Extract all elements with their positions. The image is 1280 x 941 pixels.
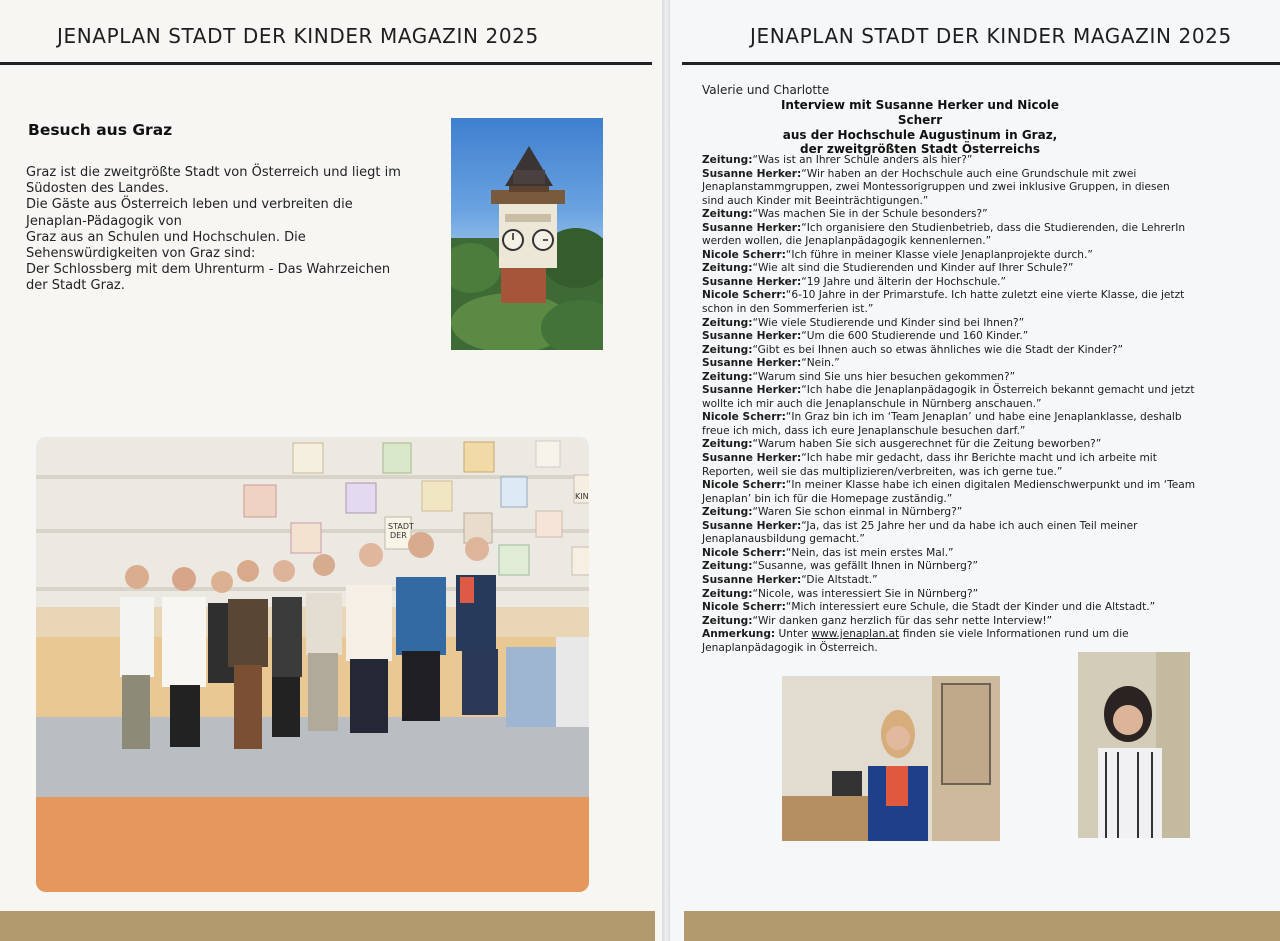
speaker-label: Susanne Herker: [702, 573, 802, 586]
interview-text: “In Graz bin ich im ‘Team Jenaplan’ und habe eine Jenaplanklasse, deshalb [785, 411, 1182, 424]
body-line: Die Gäste aus Österreich leben und verbreiten die [26, 197, 353, 213]
speaker-label: Zeitung: [702, 560, 753, 573]
interview-text: “Wir danken ganz herzlich für das sehr nette Interview!” [752, 614, 1053, 627]
interview-line [702, 588, 1238, 602]
interview-line [702, 235, 1238, 249]
title-line: der zweitgrößten Stadt Österreichs [800, 142, 1040, 157]
title-line: Interview mit Susanne Herker und Nicole Scherr [780, 98, 1060, 127]
speaker-label: Zeitung: [702, 614, 753, 627]
interview-line [702, 547, 1238, 561]
interview-text: “Warum sind Sie uns hier besuchen gekommen?” [752, 370, 1016, 383]
speaker-label: Susanne Herker: [702, 519, 802, 532]
interview-line [702, 398, 1238, 412]
interview-line [702, 181, 1238, 195]
interview-line [702, 384, 1238, 398]
interview-line [702, 208, 1238, 222]
interview-text: “Gibt es bei Ihnen auch so etwas ähnliches wie die Stadt der Kinder?” [752, 343, 1123, 356]
speaker-label: Zeitung: [702, 506, 753, 519]
interview-text: Reporten, weil sie das multiplizieren/verbreiten, was ich gerne tue.” [702, 465, 1063, 478]
interview-text: werden wollen, die Jenaplanpädagogik kennenlernen.” [702, 235, 992, 248]
interview-text: “Was machen Sie in der Schule besonders?” [752, 208, 988, 221]
speaker-label: Zeitung: [702, 438, 753, 451]
magazine-header: JENAPLAN STADT DER KINDER MAGAZIN 2025 [750, 24, 1232, 48]
speaker-label: Zeitung: [702, 343, 753, 356]
group-photo [36, 437, 589, 892]
header-rule [682, 62, 1280, 65]
interview-line [702, 195, 1238, 209]
poster-text: STADT [388, 522, 414, 531]
interview-line [702, 438, 1238, 452]
note-text: Unter [775, 628, 812, 641]
body-line: Der Schlossberg mit dem Uhrenturm - Das Wahrzeichen [26, 262, 391, 278]
interview-text: “Warum haben Sie sich ausgerechnet für die Zeitung beworben?” [752, 438, 1102, 451]
speaker-label: Zeitung: [702, 316, 753, 329]
interview-line [702, 222, 1238, 236]
interview-line [702, 303, 1238, 317]
speaker-label: Susanne Herker: [702, 221, 802, 234]
article-body [26, 165, 431, 295]
interview-text: “Ich habe die Jenaplanpädagogik in Österreich bekannt gemacht und jetzt [801, 384, 1195, 397]
speaker-label: Susanne Herker: [702, 330, 802, 343]
interview-line [702, 330, 1238, 344]
interview-text: “6-10 Jahre in der Primarstufe. Ich hatte zuletzt eine vierte Klasse, die jetzt [785, 289, 1185, 302]
speaker-label: Nicole Scherr: [702, 546, 786, 559]
byline: Valerie und Charlotte [702, 83, 830, 97]
article-heading: Besuch aus Graz [28, 121, 173, 139]
interview-line [702, 466, 1238, 480]
speaker-label: Zeitung: [702, 262, 753, 275]
interview-text: “Nicole, was interessiert Sie in Nürnberg?” [752, 587, 979, 600]
speaker-label: Susanne Herker: [702, 167, 802, 180]
poster-text: KIN [575, 492, 589, 501]
interview-text: “Wie alt sind die Studierenden und Kinder auf Ihrer Schule?” [752, 262, 1074, 275]
note-label: Anmerkung: [702, 628, 776, 641]
interview-line [702, 371, 1238, 385]
interview-body [702, 154, 1238, 655]
body-line: Sehenswürdigkeiten von Graz sind: [26, 246, 256, 262]
interview-text: Jenaplan’ bin ich für die Homepage zuständig.” [702, 492, 953, 505]
header-rule [0, 62, 652, 65]
interview-line [702, 357, 1238, 371]
speaker-label: Susanne Herker: [702, 384, 802, 397]
interview-line [702, 262, 1238, 276]
clock-tower-photo [451, 118, 603, 350]
speaker-label: Susanne Herker: [702, 452, 802, 465]
body-line: Graz ist die zweitgrößte Stadt von Österreich und liegt im [26, 165, 401, 180]
speaker-label: Susanne Herker: [702, 275, 802, 288]
interview-line [702, 344, 1238, 358]
speaker-label: Nicole Scherr: [702, 601, 786, 614]
interview-line [702, 425, 1238, 439]
speaker-label: Zeitung: [702, 587, 753, 600]
interview-text: sind auch Kinder mit Beeinträchtigungen.” [702, 194, 929, 207]
interview-line [702, 289, 1238, 303]
interview-line [702, 533, 1238, 547]
footer-band [0, 911, 655, 941]
interview-line [702, 317, 1238, 331]
speaker-label: Nicole Scherr: [702, 411, 786, 424]
interview-text: “Susanne, was gefällt Ihnen in Nürnberg?” [752, 560, 978, 573]
interview-line [702, 574, 1238, 588]
body-line: Südosten des Landes. [26, 181, 169, 197]
interview-line [702, 601, 1238, 615]
interview-text: “Ich organisiere den Studienbetrieb, dass die Studierenden, die LehrerIn [801, 221, 1186, 234]
interview-line [702, 615, 1238, 629]
interview-text: “Wir haben an der Hochschule auch eine Grundschule mit zwei [801, 167, 1137, 180]
interview-title [770, 98, 1070, 157]
right-page [670, 0, 1280, 941]
interview-text: freue ich mich, dass ich eure Jenaplanschule besuchen darf.” [702, 424, 1026, 437]
interview-line [702, 520, 1238, 534]
interview-line [702, 560, 1238, 574]
interview-text: “Mich interessiert eure Schule, die Stadt der Kinder und die Altstadt.” [785, 601, 1156, 614]
speaker-label: Zeitung: [702, 370, 753, 383]
nicole-scherr-photo [1078, 652, 1190, 838]
note-line: Jenaplanpädagogik in Österreich. [702, 641, 878, 654]
jenaplan-link[interactable]: www.jenaplan.at [811, 628, 900, 641]
speaker-label: Nicole Scherr: [702, 248, 786, 261]
interview-line [702, 506, 1238, 520]
body-line: der Stadt Graz. [26, 278, 125, 294]
interview-text: “Ja, das ist 25 Jahre her und da habe ich auch einen Teil meiner [801, 519, 1138, 532]
interview-line [702, 154, 1238, 168]
title-line: aus der Hochschule Augustinum in Graz, [782, 127, 1058, 142]
speaker-label: Susanne Herker: [702, 357, 802, 370]
interview-text: “Nein, das ist mein erstes Mal.” [785, 546, 954, 559]
interview-text: “Die Altstadt.” [801, 573, 878, 586]
interview-text: “In meiner Klasse habe ich einen digitalen Medienschwerpunkt und im ‘Team [785, 479, 1196, 492]
interview-text: Jenaplanstammgruppen, zwei Montessorigruppen und zwei inklusive Gruppen, in diesen [702, 181, 1170, 194]
interview-line [702, 411, 1238, 425]
interview-text: “Ich führe in meiner Klasse viele Jenaplanprojekte durch.” [785, 248, 1093, 261]
interview-line [702, 452, 1238, 466]
footer-band [684, 911, 1280, 941]
interview-text: “Um die 600 Studierende und 160 Kinder.” [801, 330, 1029, 343]
interview-text: “19 Jahre und älterin der Hochschule.” [801, 275, 1006, 288]
speaker-label: Zeitung: [702, 208, 753, 221]
interview-text: Jenaplanausbildung gemacht.” [702, 533, 865, 546]
interview-text: wollte ich mir auch die Jenaplanschule in Nürnberg anschauen.” [702, 397, 1042, 410]
speaker-label: Zeitung: [702, 154, 753, 166]
interview-text: “Nein.” [801, 357, 840, 370]
page-gutter [662, 0, 670, 941]
body-line: Graz aus an Schulen und Hochschulen. Die [26, 229, 306, 245]
interview-text: “Waren Sie schon einmal in Nürnberg?” [752, 506, 963, 519]
interview-line [702, 249, 1238, 263]
poster-text: DER [390, 531, 407, 540]
interview-line [702, 276, 1238, 290]
note-line [702, 628, 1238, 642]
interview-line [702, 479, 1238, 493]
speaker-label: Nicole Scherr: [702, 289, 786, 302]
interview-line [702, 493, 1238, 507]
interview-text: schon in den Sommerferien ist.” [702, 303, 874, 316]
interview-text: “Wie viele Studierende und Kinder sind bei Ihnen?” [752, 316, 1025, 329]
interview-text: “Ich habe mir gedacht, dass ihr Berichte macht und ich arbeite mit [801, 452, 1157, 465]
interview-text: “Was ist an Ihrer Schule anders als hier?” [752, 154, 973, 166]
susanne-herker-photo [782, 676, 1000, 841]
interview-line [702, 168, 1238, 182]
magazine-header: JENAPLAN STADT DER KINDER MAGAZIN 2025 [57, 24, 539, 48]
speaker-label: Nicole Scherr: [702, 479, 786, 492]
body-line: Jenaplan-Pädagogik von [26, 213, 182, 229]
note-text: finden sie viele Informationen rund um die [899, 628, 1129, 641]
